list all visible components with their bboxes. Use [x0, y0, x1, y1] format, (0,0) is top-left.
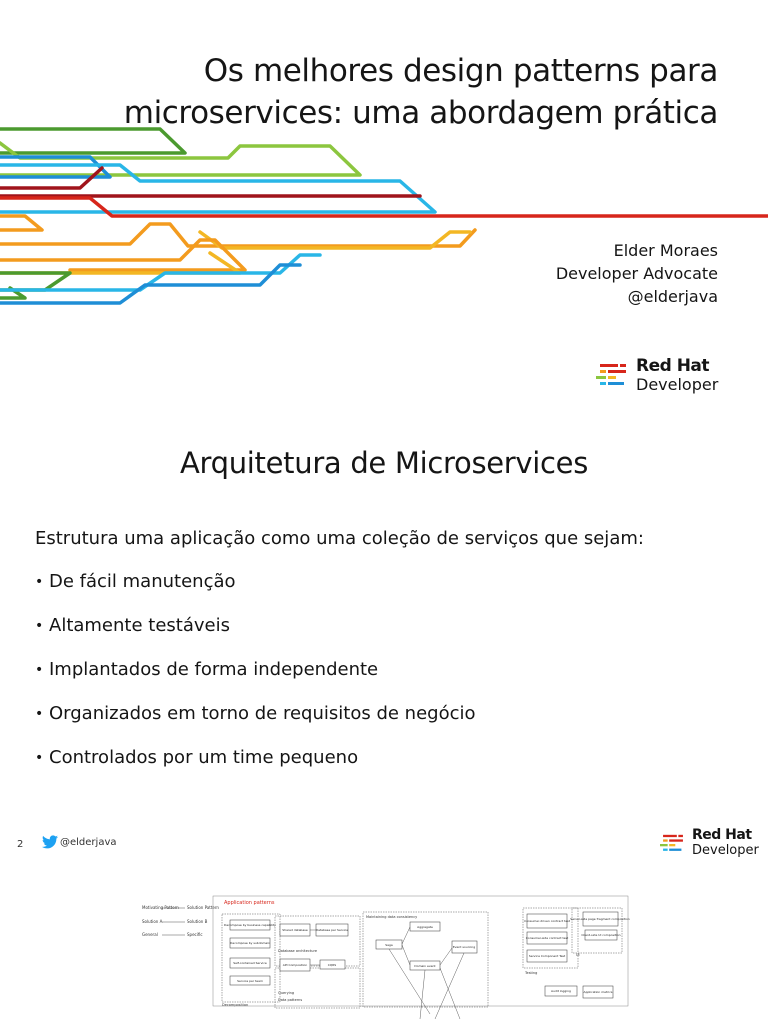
- intro-text: Estrutura uma aplicação como uma coleção de serviços que sejam:: [35, 528, 644, 549]
- logo-sub: Developer: [636, 375, 719, 394]
- legend-label: Solution Pattern: [187, 905, 219, 910]
- author-name: Elder Moraes: [613, 241, 718, 260]
- section-label: Application patterns: [224, 900, 275, 906]
- diagram-box-label: Shared database: [282, 928, 308, 932]
- logo-sub: Developer: [692, 843, 759, 858]
- legend-label: Specific: [187, 932, 203, 937]
- group-label: UI: [576, 953, 580, 957]
- list-item: • Altamente testáveis: [35, 615, 230, 636]
- architecture-slide: [0, 432, 768, 864]
- diagram-box-label: Domain event: [414, 964, 436, 968]
- list-item: • Implantados de forma independente: [35, 659, 379, 680]
- slide-title: Os melhores design patterns para microservices: uma abordagem prática: [123, 53, 718, 131]
- list-item: • De fácil manutenção: [35, 571, 236, 592]
- red-hat-developer-mark-icon: [596, 362, 630, 390]
- logo-brand: Red Hat: [692, 827, 752, 843]
- legend-label: General: [142, 932, 158, 937]
- red-hat-developer-mark-icon: [660, 833, 686, 855]
- group-label: Maintaining data consistency: [366, 915, 418, 919]
- group-label: Data patterns: [278, 998, 303, 1002]
- diagram-box-label: Decompose by business capability: [224, 923, 276, 927]
- diagram-box-label: Server-side page fragment composition: [570, 917, 630, 921]
- diagram-box-label: Application metrics: [583, 990, 613, 994]
- group-label: Database architecture: [278, 949, 317, 953]
- patterns-diagram-slide: [0, 864, 768, 1024]
- diagram-box-label: Decompose by subdomain: [230, 941, 270, 945]
- diagram-box-label: CQRS: [327, 963, 337, 967]
- legend-label: Motivating Pattern: [142, 905, 179, 910]
- slide-title: Arquitetura de Microservices: [179, 446, 589, 480]
- bullet-list: [35, 570, 476, 790]
- title-slide: [0, 0, 768, 432]
- legend-label: Solution B: [187, 919, 208, 924]
- diagram-box-label: Consumer-driven contract test: [524, 919, 570, 923]
- diagram-box-label: Self-contained Service: [233, 961, 267, 965]
- logo-brand: Red Hat: [636, 356, 710, 376]
- bullet-dot-icon: •: [35, 574, 44, 590]
- bullet-dot-icon: •: [35, 750, 44, 766]
- author-block: [556, 239, 718, 308]
- group-label: Decomposition: [222, 1003, 249, 1007]
- diagram-box-label: Event sourcing: [452, 945, 476, 949]
- group-label: Testing: [525, 971, 538, 975]
- bullet-dot-icon: •: [35, 706, 44, 722]
- diagram-box-label: Service per team: [237, 979, 263, 983]
- diagram-box-label: Service Component Test: [528, 954, 566, 958]
- legend-label: Solution A: [142, 919, 163, 924]
- twitter-bird-icon: [42, 835, 58, 849]
- red-hat-developer-logo: [660, 828, 759, 859]
- author-handle: @elderjava: [627, 287, 718, 306]
- list-item: • Organizados em torno de requisitos de negócio: [35, 703, 476, 724]
- author-role: Developer Advocate: [555, 264, 718, 283]
- diagram-box-label: Audit logging: [551, 989, 571, 993]
- bullet-dot-icon: •: [35, 618, 44, 634]
- diagram-box-label: API Composition: [282, 963, 308, 967]
- diagram-box-label: Aggregate: [417, 925, 433, 929]
- twitter-handle: @elderjava: [42, 835, 117, 849]
- diagram-box-label: Saga: [385, 943, 393, 947]
- list-item: • Controlados por um time pequeno: [35, 747, 359, 768]
- diagram-box-label: Consumer-side contract test: [525, 936, 569, 940]
- group-label: Querying: [278, 991, 295, 995]
- page-number: 2: [17, 839, 24, 850]
- red-hat-developer-logo: [596, 357, 718, 395]
- microservice-patterns-diagram: [130, 894, 630, 1024]
- bullet-dot-icon: •: [35, 662, 44, 678]
- diagram-box-label: Database per Service: [315, 928, 349, 932]
- diagram-box-label: Client-side UI composition: [581, 933, 621, 937]
